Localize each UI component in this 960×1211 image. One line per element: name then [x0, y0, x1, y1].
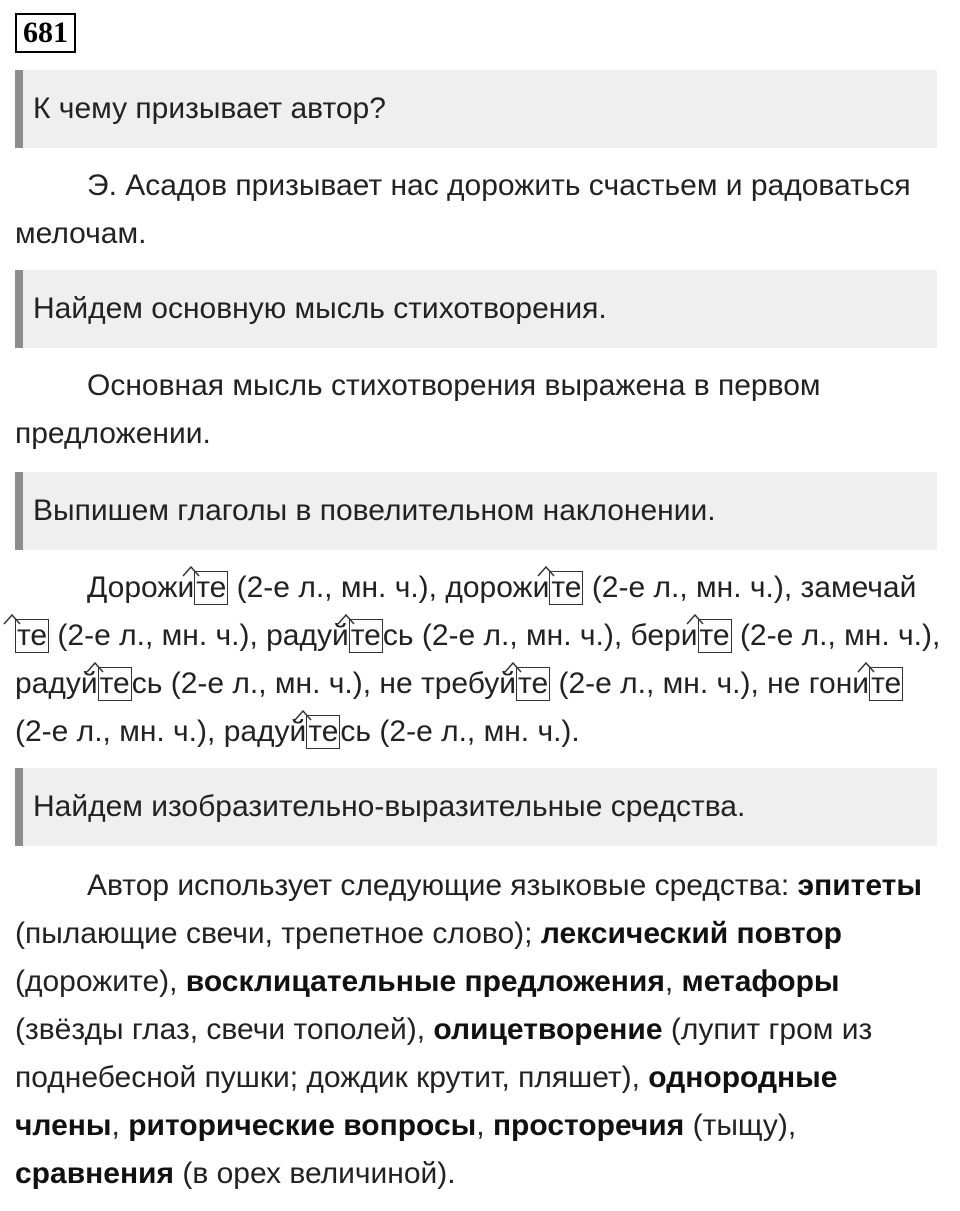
device-term: лексический повтор: [540, 917, 842, 950]
device-example: (звёзды глаз, свечи тополей),: [15, 1013, 434, 1046]
verb-stem: не требуй: [379, 667, 517, 700]
verb-grammar-note: (2-е л., мн. ч.),: [550, 667, 768, 700]
suffix-caret-mark: [86, 661, 104, 673]
device-example: (в орех величиной).: [174, 1157, 456, 1190]
question-text: Выпишем глаголы в повелительном наклонении.: [33, 494, 716, 527]
verb-postfix: сь: [382, 619, 414, 652]
verb-suffix-wrapper: [98, 667, 132, 700]
device-example: (тыщу),: [684, 1109, 797, 1142]
question-bar: [15, 270, 937, 348]
suffix-caret-mark: [857, 661, 875, 673]
suffix-caret-mark: [504, 661, 522, 673]
suffix-caret-mark: [3, 613, 21, 625]
verb-grammar-note: (2-е л., мн. ч.),: [413, 619, 631, 652]
verb-suffix-wrapper: [194, 571, 228, 604]
device-example: ,: [664, 965, 682, 998]
device-example: (пылающие свечи, трепетное слово);: [15, 917, 541, 950]
verb-stem: радуй: [223, 715, 307, 748]
question-text: Найдем основную мысль стихотворения.: [33, 292, 607, 325]
device-term: восклицательные предложения: [185, 965, 665, 998]
answer-text: Основная мысль стихотворения выражена в первом предложении.: [15, 369, 821, 450]
verb-suffix-wrapper: [306, 715, 340, 748]
verb-stem: радуй: [15, 667, 98, 700]
device-term: эпитеты: [797, 869, 922, 902]
verb-grammar-note: (2-е л., мн. ч.),: [583, 571, 801, 604]
verb-suffix-wrapper: [698, 619, 732, 652]
answer-paragraph: [15, 162, 945, 258]
question-text: Найдем изобразительно-выразительные средства.: [33, 790, 746, 823]
device-term: метафоры: [681, 965, 840, 998]
verb-ending-box: те: [17, 619, 48, 652]
device-example: (дорожите),: [15, 965, 186, 998]
verb-stem: дорожи: [445, 571, 550, 604]
device-term: сравнения: [15, 1157, 175, 1190]
verb-suffix-wrapper: [549, 571, 583, 604]
device-term: риторические вопросы: [128, 1109, 477, 1142]
suffix-caret-mark: [686, 613, 704, 625]
verb-grammar-note: (2-е л., мн. ч.),: [228, 571, 446, 604]
device-example: ,: [111, 1109, 129, 1142]
question-bar: [15, 70, 937, 148]
answer-intro: Автор использует следующие языковые средства:: [87, 869, 790, 902]
device-term: олицетворение: [433, 1013, 663, 1046]
verb-stem: радуй: [266, 619, 349, 652]
device-term: просторечия: [492, 1109, 685, 1142]
verb-postfix: сь: [131, 667, 163, 700]
verb-ending-box: те: [350, 619, 381, 652]
verb-grammar-note: (2-е л., мн. ч.),: [49, 619, 267, 652]
verb-grammar-note: (2-е л., мн. ч.).: [371, 715, 580, 748]
question-bar: [15, 472, 937, 550]
verb-postfix: сь: [340, 715, 372, 748]
verb-suffix-wrapper: [15, 619, 49, 652]
verb-stem: бери: [630, 619, 698, 652]
verb-suffix-wrapper: [516, 667, 550, 700]
question-bar: [15, 768, 937, 846]
suffix-caret-mark: [337, 613, 355, 625]
verb-suffix-wrapper: [869, 667, 903, 700]
verb-ending-box: те: [308, 715, 339, 748]
verb-ending-box: те: [518, 667, 549, 700]
verb-ending-box: те: [551, 571, 582, 604]
answer-paragraph: [15, 362, 945, 458]
answer-text: Э. Асадов призывает нас дорожить счастьем и радоваться мелочам.: [15, 169, 911, 250]
device-example: (лупит гром из поднебесной пушки; дождик крутит, пляшет),: [15, 1013, 873, 1094]
verbs-paragraph: [15, 564, 945, 756]
task-number: 681: [15, 13, 76, 53]
suffix-caret-mark: [537, 565, 555, 577]
verb-stem: замечай: [800, 571, 917, 604]
devices-paragraph: [15, 862, 945, 1198]
device-term: однородные члены: [15, 1061, 838, 1142]
verb-ending-box: те: [871, 667, 902, 700]
verb-stem: не гони: [767, 667, 870, 700]
suffix-caret-mark: [182, 565, 200, 577]
verb-grammar-note: (2-е л., мн. ч.),: [162, 667, 380, 700]
verb-grammar-note: (2-е л., мн. ч.),: [15, 715, 224, 748]
suffix-caret-mark: [294, 709, 312, 721]
question-text: К чему призывает автор?: [33, 92, 386, 125]
verb-grammar-note: (2-е л., мн. ч.),: [731, 619, 941, 652]
verb-ending-box: те: [196, 571, 227, 604]
verb-ending-box: те: [99, 667, 130, 700]
verb-stem: Дорожи: [87, 571, 195, 604]
device-example: ,: [476, 1109, 493, 1142]
verb-ending-box: те: [699, 619, 730, 652]
verb-suffix-wrapper: [349, 619, 383, 652]
